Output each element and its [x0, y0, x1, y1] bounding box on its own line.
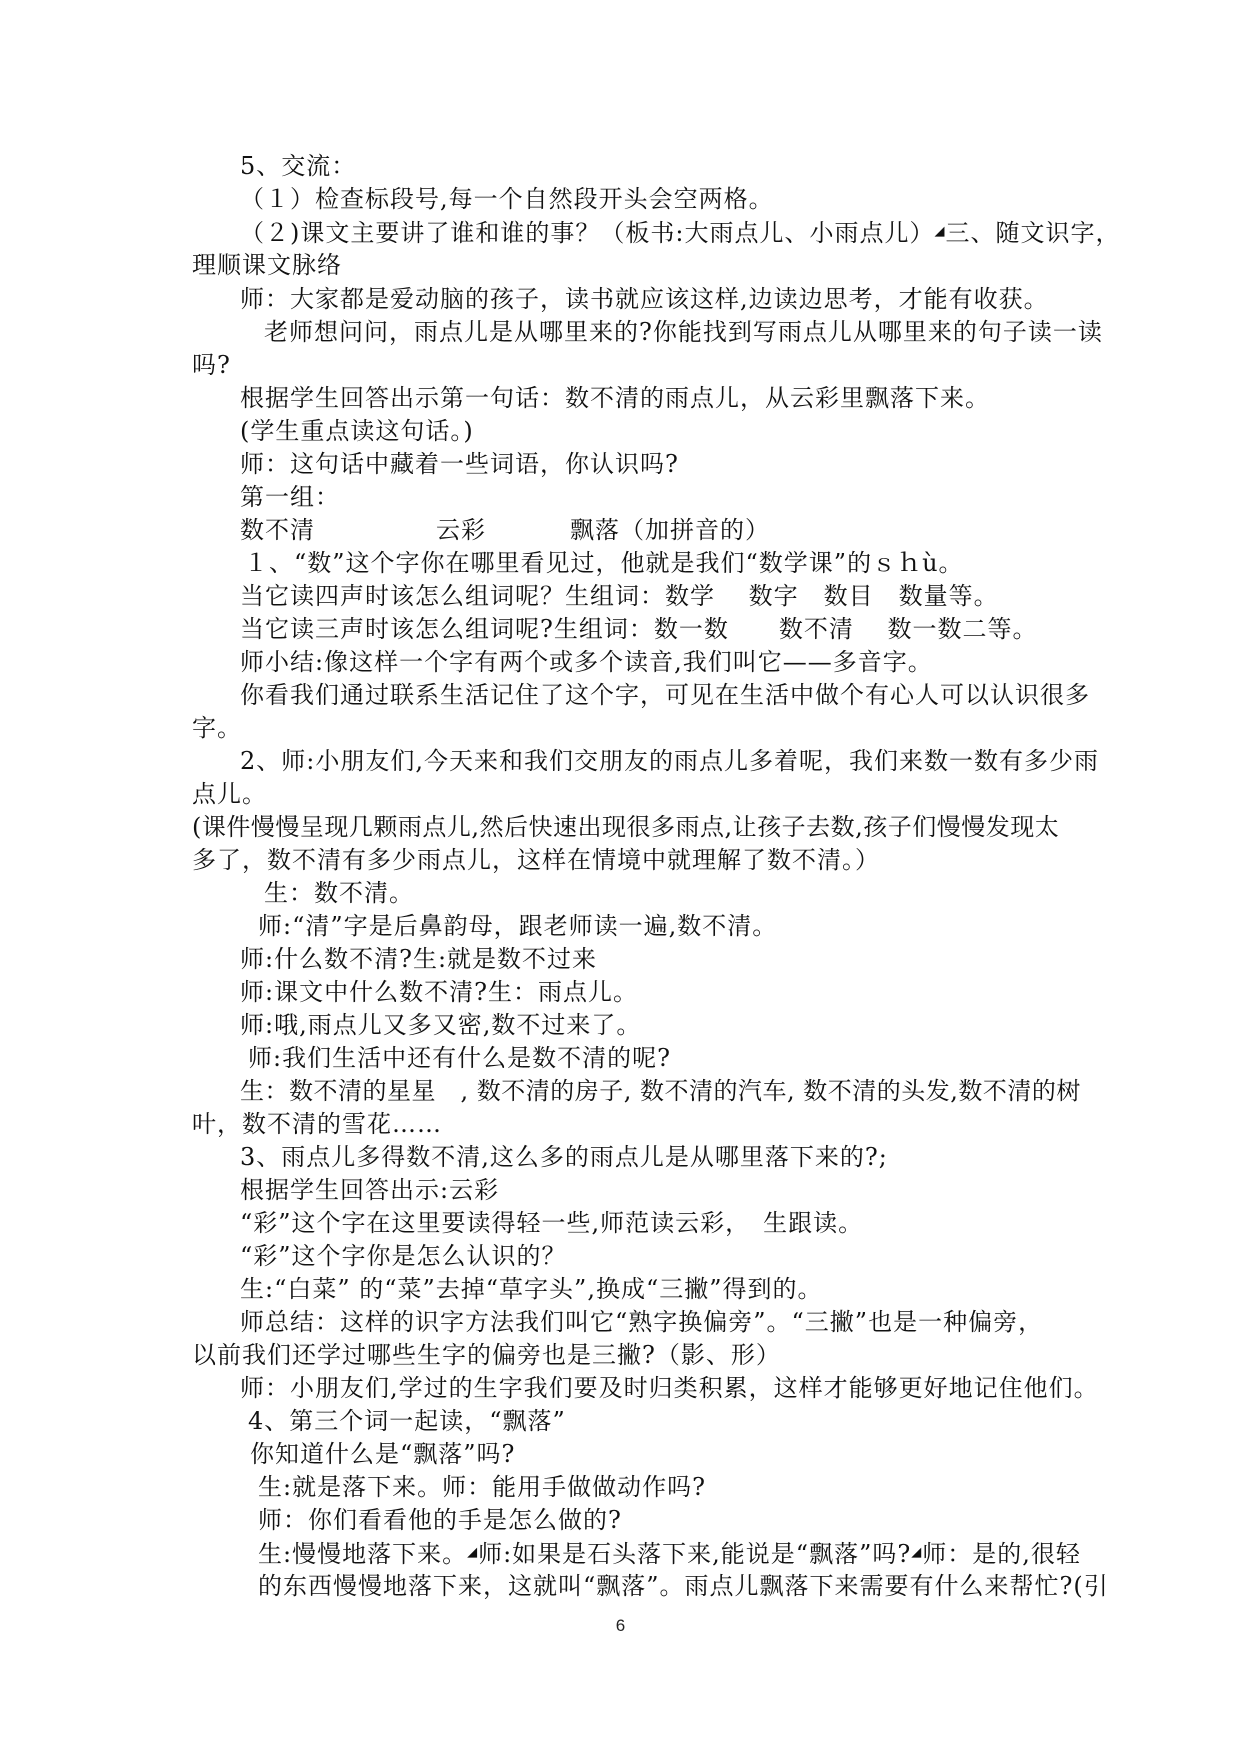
text-span: 师:如果是石头落下来,能说是“飘落”吗?: [478, 1540, 912, 1568]
text-line: [258, 1537, 1148, 1570]
text-line: 生：数不清的星星 , 数不清的房子, 数不清的汽车, 数不清的头发,数不清的树: [240, 1077, 1081, 1105]
text-line: 师小结:像这样一个字有两个或多个读音,我们叫它——多音字。: [240, 648, 933, 676]
text-line: 师:“清”字是后鼻韵母，跟老师读一遍,数不清。: [258, 912, 778, 940]
text-line: 师：大家都是爱动脑的孩子，读书就应该这样,边读边思考，才能有收获。: [240, 285, 1049, 313]
text-line: 师：小朋友们,学过的生字我们要及时归类积累，这样才能够更好地记住他们。: [240, 1374, 1099, 1402]
text-line: 叶，数不清的雪花……: [192, 1110, 442, 1138]
text-line: 第一组：: [240, 483, 340, 511]
text-line: 数不清: [240, 516, 315, 544]
text-line: 字。: [192, 714, 242, 742]
paragraph-mark-icon: ◢: [911, 1545, 923, 1560]
text-line: 点儿。: [192, 780, 267, 808]
text-line: 师:课文中什么数不清?生：雨点儿。: [240, 978, 638, 1006]
text-line: 吗?: [192, 351, 231, 379]
text-line: 师:什么数不清?生:就是数不过来: [240, 945, 598, 973]
text-line: 根据学生回答出示第一句话：数不清的雨点儿，从云彩里飘落下来。: [240, 384, 990, 412]
text-line: 老师想问问，雨点儿是从哪里来的?你能找到写雨点儿从哪里来的句子读一读: [264, 318, 1103, 346]
text-line: 师总结：这样的识字方法我们叫它“熟字换偏旁”。“三撇”也是一种偏旁，: [240, 1308, 1044, 1336]
text-line: 云彩: [436, 516, 486, 544]
paragraph-mark-icon: ◢: [467, 1545, 479, 1560]
text-line: （１）检查标段号,每一个自然段开头会空两格。: [240, 185, 774, 213]
text-line: 生:“白菜” 的“菜”去掉“草字头”,换成“三撇”得到的。: [240, 1275, 823, 1303]
text-span: 师：是的,很轻: [922, 1540, 1081, 1568]
text-line: 3、雨点儿多得数不清,这么多的雨点儿是从哪里落下来的?;: [240, 1143, 888, 1171]
text-line: 以前我们还学过哪些生字的偏旁也是三撇?（影、形）: [192, 1341, 781, 1369]
text-line: “彩”这个字在这里要读得轻一些,师范读云彩， 生跟读。: [240, 1209, 864, 1237]
text-line: [240, 216, 1130, 249]
paragraph-mark-icon: ◢: [934, 224, 946, 239]
text-line: 生：数不清。: [264, 879, 414, 907]
text-span: 生:慢慢地落下来。: [258, 1540, 468, 1568]
text-span: 三、随文识字，: [945, 219, 1121, 247]
text-line: 当它读四声时该怎么组词呢？生组词：数学 数字 数目 数量等。: [240, 582, 999, 610]
text-span: （２)课文主要讲了谁和谁的事？（板书:大雨点儿、小雨点儿）: [240, 219, 935, 247]
text-line: 多了，数不清有多少雨点儿，这样在情境中就理解了数不清。）: [192, 846, 880, 874]
text-line: 2、师:小朋友们,今天来和我们交朋友的雨点儿多着呢，我们来数一数有多少雨: [240, 747, 1099, 775]
text-line: 生:就是落下来。师：能用手做做动作吗?: [258, 1473, 706, 1501]
text-line: 4、第三个词一起读，“飘落”: [248, 1407, 566, 1435]
text-line: 根据学生回答出示:云彩: [240, 1176, 500, 1204]
text-line: 师:我们生活中还有什么是数不清的呢?: [248, 1044, 671, 1072]
text-line: 5、交流：: [240, 152, 357, 180]
text-line: 飘落（加拼音的）: [570, 516, 770, 544]
text-line: １、“数”这个字你在哪里看见过，他就是我们“数学课”的ｓｈù。: [244, 549, 964, 577]
text-line: 理顺课文脉络: [192, 251, 342, 279]
text-line: 你知道什么是“飘落”吗?: [250, 1440, 516, 1468]
text-line: 当它读三声时该怎么组词呢?生组词：数一数 数不清 数一数二等。: [240, 615, 1038, 643]
page-number: 6: [615, 1616, 626, 1635]
text-line: 的东西慢慢地落下来，这就叫“飘落”。雨点儿飘落下来需要有什么来帮忙?(引: [258, 1572, 1109, 1600]
text-line: (课件慢慢呈现几颗雨点儿,然后快速出现很多雨点,让孩子去数,孩子们慢慢发现太: [192, 813, 1060, 841]
text-line: (学生重点读这句话。): [240, 417, 474, 445]
text-line: 师:哦,雨点儿又多又密,数不过来了。: [240, 1011, 642, 1039]
text-line: “彩”这个字你是怎么认识的？: [240, 1242, 567, 1270]
text-line: 师：你们看看他的手是怎么做的?: [258, 1506, 622, 1534]
text-line: 你看我们通过联系生活记住了这个字，可见在生活中做个有心人可以认识很多: [240, 681, 1090, 709]
text-line: 师：这句话中藏着一些词语，你认识吗?: [240, 450, 679, 478]
